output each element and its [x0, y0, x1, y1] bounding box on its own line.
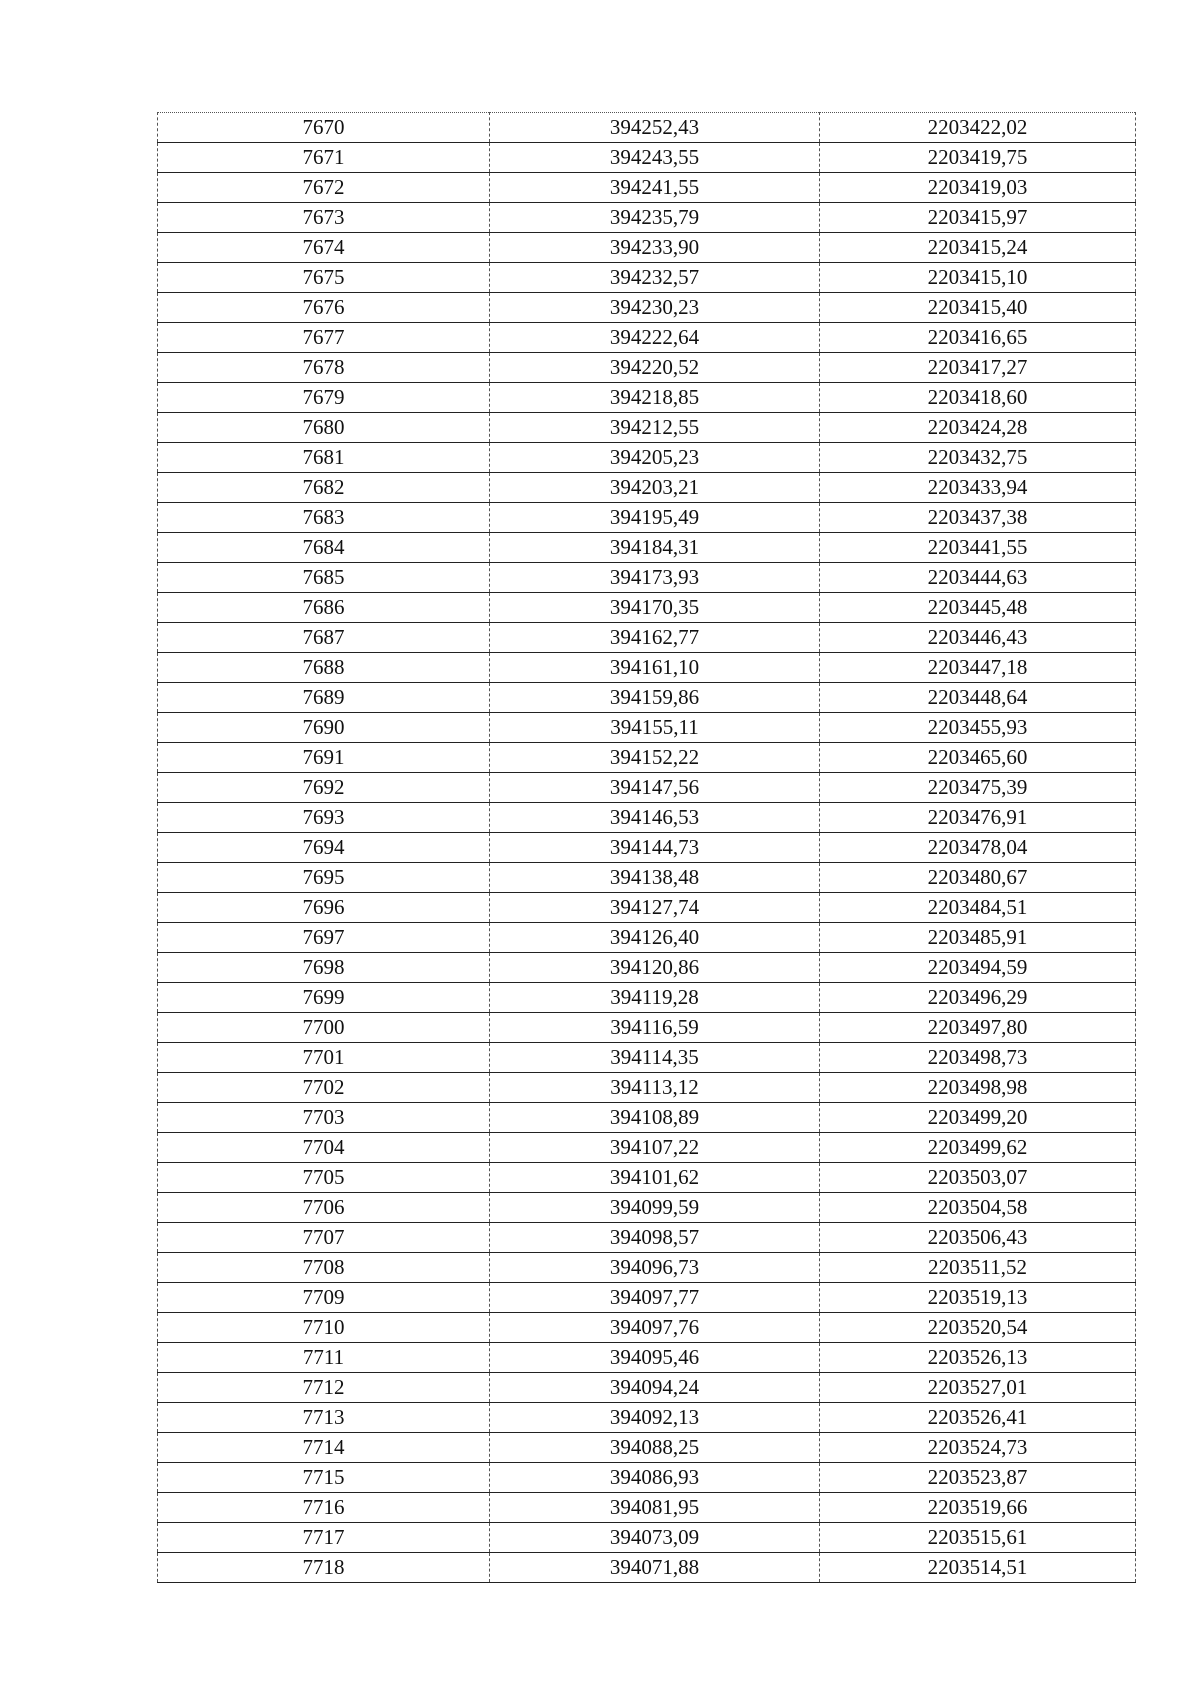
y-coordinate-cell: 2203419,75: [820, 143, 1136, 173]
x-coordinate-cell: 394101,62: [490, 1163, 820, 1193]
x-coordinate-cell: 394126,40: [490, 923, 820, 953]
y-coordinate-cell: 2203524,73: [820, 1433, 1136, 1463]
x-coordinate-cell: 394098,57: [490, 1223, 820, 1253]
y-coordinate-cell: 2203433,94: [820, 473, 1136, 503]
x-coordinate-cell: 394086,93: [490, 1463, 820, 1493]
point-number-cell: 7682: [158, 473, 490, 503]
y-coordinate-cell: 2203526,13: [820, 1343, 1136, 1373]
x-coordinate-cell: 394159,86: [490, 683, 820, 713]
y-coordinate-cell: 2203523,87: [820, 1463, 1136, 1493]
point-number-cell: 7717: [158, 1523, 490, 1553]
y-coordinate-cell: 2203444,63: [820, 563, 1136, 593]
x-coordinate-cell: 394241,55: [490, 173, 820, 203]
point-number-cell: 7699: [158, 983, 490, 1013]
y-coordinate-cell: 2203446,43: [820, 623, 1136, 653]
x-coordinate-cell: 394243,55: [490, 143, 820, 173]
point-number-cell: 7702: [158, 1073, 490, 1103]
y-coordinate-cell: 2203437,38: [820, 503, 1136, 533]
table-row: [158, 233, 1136, 263]
x-coordinate-cell: 394073,09: [490, 1523, 820, 1553]
point-number-cell: 7708: [158, 1253, 490, 1283]
y-coordinate-cell: 2203520,54: [820, 1313, 1136, 1343]
point-number-cell: 7700: [158, 1013, 490, 1043]
x-coordinate-cell: 394114,35: [490, 1043, 820, 1073]
table-row: [158, 743, 1136, 773]
point-number-cell: 7695: [158, 863, 490, 893]
point-number-cell: 7673: [158, 203, 490, 233]
x-coordinate-cell: 394233,90: [490, 233, 820, 263]
table-row: [158, 293, 1136, 323]
x-coordinate-cell: 394232,57: [490, 263, 820, 293]
y-coordinate-cell: 2203484,51: [820, 893, 1136, 923]
table-row: [158, 1553, 1136, 1583]
point-number-cell: 7701: [158, 1043, 490, 1073]
y-coordinate-cell: 2203476,91: [820, 803, 1136, 833]
y-coordinate-cell: 2203475,39: [820, 773, 1136, 803]
x-coordinate-cell: 394162,77: [490, 623, 820, 653]
table-row: [158, 983, 1136, 1013]
x-coordinate-cell: 394116,59: [490, 1013, 820, 1043]
point-number-cell: 7704: [158, 1133, 490, 1163]
x-coordinate-cell: 394252,43: [490, 113, 820, 143]
point-number-cell: 7697: [158, 923, 490, 953]
y-coordinate-cell: 2203422,02: [820, 113, 1136, 143]
y-coordinate-cell: 2203448,64: [820, 683, 1136, 713]
point-number-cell: 7696: [158, 893, 490, 923]
x-coordinate-cell: 394095,46: [490, 1343, 820, 1373]
point-number-cell: 7703: [158, 1103, 490, 1133]
x-coordinate-cell: 394094,24: [490, 1373, 820, 1403]
table-row: [158, 863, 1136, 893]
table-row: [158, 1373, 1136, 1403]
y-coordinate-cell: 2203506,43: [820, 1223, 1136, 1253]
table-row: [158, 353, 1136, 383]
x-coordinate-cell: 394203,21: [490, 473, 820, 503]
point-number-cell: 7679: [158, 383, 490, 413]
table-row: [158, 1493, 1136, 1523]
point-number-cell: 7707: [158, 1223, 490, 1253]
point-number-cell: 7671: [158, 143, 490, 173]
y-coordinate-cell: 2203415,40: [820, 293, 1136, 323]
point-number-cell: 7677: [158, 323, 490, 353]
table-row: [158, 323, 1136, 353]
x-coordinate-cell: 394096,73: [490, 1253, 820, 1283]
y-coordinate-cell: 2203504,58: [820, 1193, 1136, 1223]
x-coordinate-cell: 394120,86: [490, 953, 820, 983]
x-coordinate-cell: 394092,13: [490, 1403, 820, 1433]
table-row: [158, 923, 1136, 953]
point-number-cell: 7694: [158, 833, 490, 863]
x-coordinate-cell: 394155,11: [490, 713, 820, 743]
y-coordinate-cell: 2203445,48: [820, 593, 1136, 623]
point-number-cell: 7712: [158, 1373, 490, 1403]
table-row: [158, 563, 1136, 593]
coordinates-table-body: [158, 113, 1136, 1583]
point-number-cell: 7693: [158, 803, 490, 833]
x-coordinate-cell: 394173,93: [490, 563, 820, 593]
y-coordinate-cell: 2203455,93: [820, 713, 1136, 743]
x-coordinate-cell: 394220,52: [490, 353, 820, 383]
point-number-cell: 7687: [158, 623, 490, 653]
table-row: [158, 503, 1136, 533]
x-coordinate-cell: 394127,74: [490, 893, 820, 923]
table-row: [158, 1193, 1136, 1223]
y-coordinate-cell: 2203478,04: [820, 833, 1136, 863]
y-coordinate-cell: 2203527,01: [820, 1373, 1136, 1403]
point-number-cell: 7685: [158, 563, 490, 593]
point-number-cell: 7706: [158, 1193, 490, 1223]
point-number-cell: 7674: [158, 233, 490, 263]
y-coordinate-cell: 2203415,10: [820, 263, 1136, 293]
table-row: [158, 623, 1136, 653]
table-row: [158, 893, 1136, 923]
x-coordinate-cell: 394071,88: [490, 1553, 820, 1583]
table-row: [158, 953, 1136, 983]
x-coordinate-cell: 394097,77: [490, 1283, 820, 1313]
point-number-cell: 7689: [158, 683, 490, 713]
x-coordinate-cell: 394152,22: [490, 743, 820, 773]
point-number-cell: 7698: [158, 953, 490, 983]
y-coordinate-cell: 2203494,59: [820, 953, 1136, 983]
x-coordinate-cell: 394144,73: [490, 833, 820, 863]
y-coordinate-cell: 2203526,41: [820, 1403, 1136, 1433]
point-number-cell: 7680: [158, 413, 490, 443]
y-coordinate-cell: 2203480,67: [820, 863, 1136, 893]
table-row: [158, 263, 1136, 293]
x-coordinate-cell: 394138,48: [490, 863, 820, 893]
x-coordinate-cell: 394099,59: [490, 1193, 820, 1223]
table-row: [158, 773, 1136, 803]
point-number-cell: 7670: [158, 113, 490, 143]
table-row: [158, 413, 1136, 443]
table-row: [158, 383, 1136, 413]
y-coordinate-cell: 2203465,60: [820, 743, 1136, 773]
y-coordinate-cell: 2203498,73: [820, 1043, 1136, 1073]
table-row: [158, 593, 1136, 623]
y-coordinate-cell: 2203447,18: [820, 653, 1136, 683]
table-row: [158, 173, 1136, 203]
y-coordinate-cell: 2203496,29: [820, 983, 1136, 1013]
table-row: [158, 1433, 1136, 1463]
table-row: [158, 653, 1136, 683]
point-number-cell: 7686: [158, 593, 490, 623]
y-coordinate-cell: 2203515,61: [820, 1523, 1136, 1553]
x-coordinate-cell: 394107,22: [490, 1133, 820, 1163]
y-coordinate-cell: 2203511,52: [820, 1253, 1136, 1283]
point-number-cell: 7675: [158, 263, 490, 293]
table-row: [158, 533, 1136, 563]
table-row: [158, 1163, 1136, 1193]
y-coordinate-cell: 2203415,97: [820, 203, 1136, 233]
table-row: [158, 1253, 1136, 1283]
x-coordinate-cell: 394119,28: [490, 983, 820, 1013]
y-coordinate-cell: 2203415,24: [820, 233, 1136, 263]
point-number-cell: 7684: [158, 533, 490, 563]
y-coordinate-cell: 2203514,51: [820, 1553, 1136, 1583]
x-coordinate-cell: 394222,64: [490, 323, 820, 353]
table-row: [158, 1073, 1136, 1103]
y-coordinate-cell: 2203499,62: [820, 1133, 1136, 1163]
point-number-cell: 7710: [158, 1313, 490, 1343]
table-row: [158, 1103, 1136, 1133]
x-coordinate-cell: 394205,23: [490, 443, 820, 473]
y-coordinate-cell: 2203519,13: [820, 1283, 1136, 1313]
x-coordinate-cell: 394147,56: [490, 773, 820, 803]
y-coordinate-cell: 2203419,03: [820, 173, 1136, 203]
table-row: [158, 1523, 1136, 1553]
point-number-cell: 7705: [158, 1163, 490, 1193]
y-coordinate-cell: 2203498,98: [820, 1073, 1136, 1103]
x-coordinate-cell: 394195,49: [490, 503, 820, 533]
point-number-cell: 7692: [158, 773, 490, 803]
point-number-cell: 7688: [158, 653, 490, 683]
y-coordinate-cell: 2203417,27: [820, 353, 1136, 383]
x-coordinate-cell: 394218,85: [490, 383, 820, 413]
x-coordinate-cell: 394081,95: [490, 1493, 820, 1523]
point-number-cell: 7678: [158, 353, 490, 383]
table-row: [158, 1133, 1136, 1163]
table-row: [158, 1223, 1136, 1253]
y-coordinate-cell: 2203497,80: [820, 1013, 1136, 1043]
y-coordinate-cell: 2203416,65: [820, 323, 1136, 353]
x-coordinate-cell: 394161,10: [490, 653, 820, 683]
table-row: [158, 443, 1136, 473]
point-number-cell: 7676: [158, 293, 490, 323]
point-number-cell: 7711: [158, 1343, 490, 1373]
point-number-cell: 7718: [158, 1553, 490, 1583]
x-coordinate-cell: 394230,23: [490, 293, 820, 323]
table-row: [158, 803, 1136, 833]
table-row: [158, 1043, 1136, 1073]
x-coordinate-cell: 394235,79: [490, 203, 820, 233]
y-coordinate-cell: 2203485,91: [820, 923, 1136, 953]
y-coordinate-cell: 2203441,55: [820, 533, 1136, 563]
table-row: [158, 203, 1136, 233]
point-number-cell: 7716: [158, 1493, 490, 1523]
table-row: [158, 1283, 1136, 1313]
x-coordinate-cell: 394108,89: [490, 1103, 820, 1133]
point-number-cell: 7690: [158, 713, 490, 743]
point-number-cell: 7691: [158, 743, 490, 773]
point-number-cell: 7709: [158, 1283, 490, 1313]
table-row: [158, 713, 1136, 743]
x-coordinate-cell: 394212,55: [490, 413, 820, 443]
y-coordinate-cell: 2203424,28: [820, 413, 1136, 443]
table-row: [158, 683, 1136, 713]
y-coordinate-cell: 2203418,60: [820, 383, 1136, 413]
table-row: [158, 113, 1136, 143]
x-coordinate-cell: 394097,76: [490, 1313, 820, 1343]
table-row: [158, 143, 1136, 173]
x-coordinate-cell: 394170,35: [490, 593, 820, 623]
point-number-cell: 7713: [158, 1403, 490, 1433]
table-row: [158, 1343, 1136, 1373]
point-number-cell: 7681: [158, 443, 490, 473]
y-coordinate-cell: 2203519,66: [820, 1493, 1136, 1523]
y-coordinate-cell: 2203432,75: [820, 443, 1136, 473]
table-row: [158, 1463, 1136, 1493]
table-row: [158, 1403, 1136, 1433]
point-number-cell: 7683: [158, 503, 490, 533]
table-row: [158, 833, 1136, 863]
x-coordinate-cell: 394184,31: [490, 533, 820, 563]
table-row: [158, 473, 1136, 503]
point-number-cell: 7714: [158, 1433, 490, 1463]
y-coordinate-cell: 2203503,07: [820, 1163, 1136, 1193]
table-row: [158, 1013, 1136, 1043]
x-coordinate-cell: 394113,12: [490, 1073, 820, 1103]
coordinates-table: [157, 112, 1136, 1583]
point-number-cell: 7715: [158, 1463, 490, 1493]
y-coordinate-cell: 2203499,20: [820, 1103, 1136, 1133]
x-coordinate-cell: 394088,25: [490, 1433, 820, 1463]
point-number-cell: 7672: [158, 173, 490, 203]
table-row: [158, 1313, 1136, 1343]
x-coordinate-cell: 394146,53: [490, 803, 820, 833]
